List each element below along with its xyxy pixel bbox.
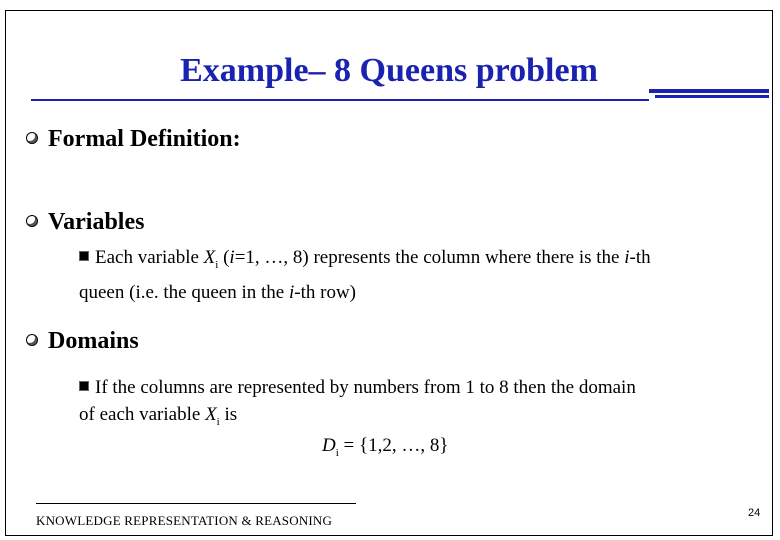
domain-set: = {1,2, …, 8} [338, 435, 449, 456]
variable-symbol: X [205, 404, 217, 425]
slide-title: Example– 8 Queens problem [180, 52, 598, 89]
title-underline-accent [649, 89, 769, 93]
title-underline-accent-2 [655, 95, 769, 98]
bullet-domains [26, 326, 139, 356]
index-symbol: i [624, 247, 630, 268]
domain-symbol: D [322, 435, 336, 456]
text-segment: Each variable [95, 247, 204, 268]
text-segment: ( [218, 247, 230, 268]
bullet-icon [26, 132, 38, 144]
bullet-icon [26, 334, 38, 346]
text-segment: =1, …, 8) represents the column where there is the [234, 247, 625, 268]
bullet-formal-label: Formal Definition: [48, 126, 241, 152]
title-underline [31, 99, 649, 101]
bullet-variables [26, 207, 144, 237]
sub-bullet-icon [79, 251, 89, 261]
index-symbol: i [288, 281, 295, 303]
text-segment: is [219, 404, 238, 425]
variable-subscript: i [215, 258, 219, 271]
variables-description [79, 244, 719, 306]
slide [5, 10, 773, 536]
sub-bullet-icon [79, 381, 89, 391]
text-segment: If the columns are represented by numbers from 1 to 8 then the domain [95, 377, 636, 398]
text-segment: -th [629, 247, 651, 268]
bullet-domains-label: Domains [48, 328, 139, 354]
bullet-icon [26, 215, 38, 227]
domain-subscript: i [335, 446, 339, 459]
bullet-variables-label: Variables [48, 209, 145, 235]
page-number: 24 [748, 507, 761, 519]
text-segment: queen (i.e. the queen in the [79, 281, 289, 303]
domain-formula [322, 432, 449, 467]
footer-text: KNOWLEDGE REPRESENTATION & REASONING [36, 513, 333, 528]
index-symbol: i [229, 247, 235, 268]
footer-divider [36, 503, 356, 504]
variable-symbol: X [203, 247, 216, 268]
text-segment: of each variable [79, 404, 206, 425]
bullet-formal-definition [26, 124, 241, 154]
variable-subscript: i [216, 415, 220, 428]
domains-description [79, 374, 719, 436]
text-segment: -th row) [294, 281, 356, 303]
